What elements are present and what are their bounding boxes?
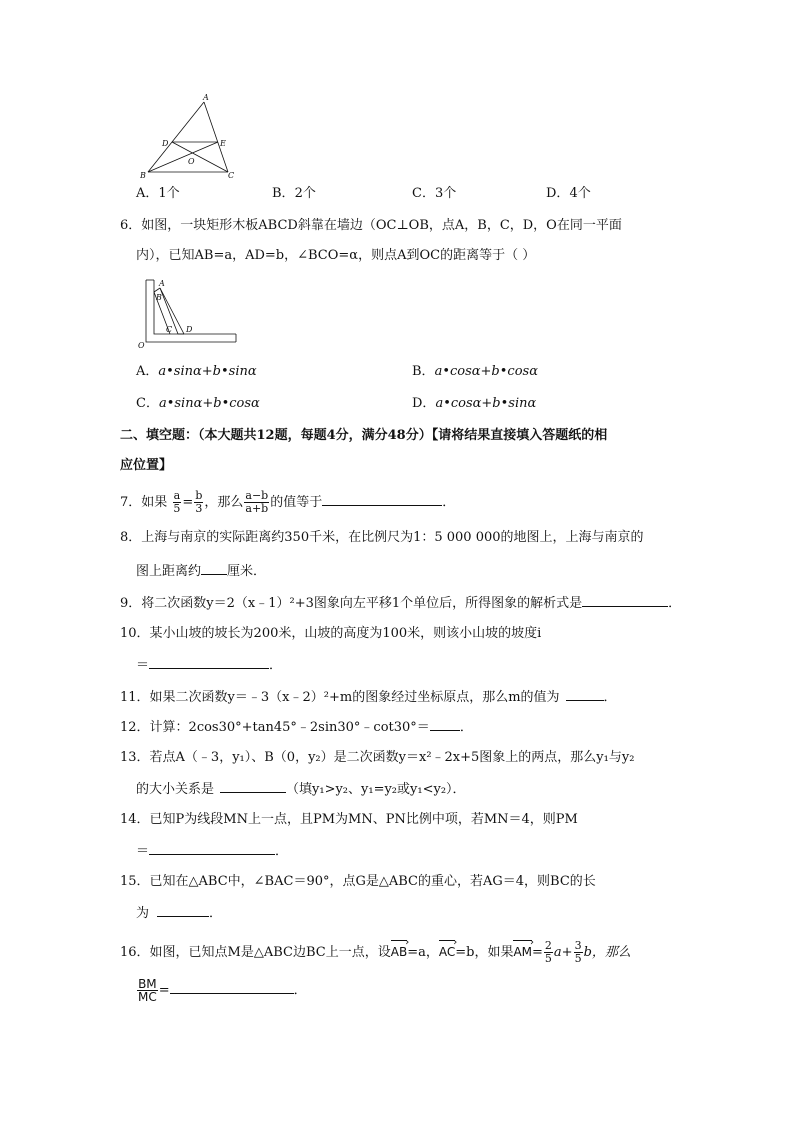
q5-option-b[interactable]: B．2个 — [272, 186, 316, 201]
q6-option-c[interactable]: C．a•sinα+b•cosα — [136, 396, 260, 411]
q5-label-D: D — [162, 139, 169, 148]
q6-label-D: D — [186, 325, 193, 334]
q15-answer-blank[interactable] — [157, 902, 209, 917]
q10-answer-blank[interactable] — [149, 654, 269, 669]
q6-option-b[interactable]: B．a•cosα+b•cosα — [412, 364, 538, 379]
q12-question: 12．计算：2cos30°+tan45°﹣2sin30°﹣cot30°＝ ． — [120, 716, 473, 738]
q13-question-line1: 13．若点A（﹣3，y₁）、B（0，y₂）是二次函数y＝x²﹣2x+5图象上的两点，那么y₁与y₂ — [120, 750, 635, 765]
section2-heading-line2: 应位置】 — [120, 458, 173, 473]
q6-question-line1: 6．如图，一块矩形木板ABCD斜靠在墙边（OC⊥OB，点A，B，C，D，O在同一平面 — [120, 218, 622, 233]
q8-question-line2: 图上距离约 厘米． — [136, 560, 266, 582]
q13-question-line2: 的大小关系是 （填y₁>y₂、y₁=y₂或y₁<y₂）． — [136, 778, 466, 800]
q5-option-a[interactable]: A．1个 — [136, 186, 180, 201]
q5-triangle-figure — [140, 92, 240, 180]
q14-answer-blank[interactable] — [149, 840, 275, 855]
q6-question-line2: 内），已知AB=a，AD=b，∠BCO=α，则点A到OC的距离等于（ ） — [136, 248, 536, 263]
section2-heading-line1: 二、填空题：（本大题共12题，每题4分，满分48分）【请将结果直接填入答题纸的相 — [120, 428, 608, 443]
q12-answer-blank[interactable] — [430, 716, 460, 731]
q10-question-line1: 10．某小山坡的坡长为200米，山坡的高度为100米，则该小山坡的坡度i — [120, 626, 542, 641]
q8-answer-blank[interactable] — [201, 560, 227, 575]
q5-label-B: B — [140, 171, 146, 180]
q15-question-line2: 为 ． — [136, 902, 222, 924]
q14-question-line2: ＝ ． — [136, 840, 288, 862]
q5-label-O: O — [188, 157, 195, 166]
q14-question-line1: 14．已知P为线段MN上一点，且PM为MN、PN比例中项，若MN＝4，则PM — [120, 812, 578, 827]
q7-question: 7．如果 $\frac{a}{5}$ = $\frac{b}{3}$ ，那么 $\frac{a-b}{a+b}$ 的值等于 ． — [120, 489, 456, 515]
q5-option-c[interactable]: C．3个 — [412, 186, 457, 201]
q6-plank-figure — [134, 276, 242, 350]
q16-answer-blank[interactable] — [170, 979, 294, 994]
q8-question-line1: 8．上海与南京的实际距离约350千米，在比例尺为1：5 000 000的地图上，上海与南京的 — [120, 530, 644, 545]
q10-question-line2: ＝ ． — [136, 654, 282, 676]
q13-answer-blank[interactable] — [220, 778, 286, 793]
q15-question-line1: 15．已知在△ABC中，∠BAC＝90°，点G是△ABC的重心，若AG＝4，则BC的长 — [120, 874, 596, 889]
q16-question-line1: 16．如图，已知点M是△ABC边BC上一点，设AB ›=a，AC ›=b，如果AM ›= $\frac{2}{5}$ a+ $\frac{3}{5}$ b，那么 — [120, 940, 631, 965]
q9-answer-blank[interactable] — [582, 592, 668, 607]
q11-answer-blank[interactable] — [566, 686, 604, 701]
q9-question: 9．将二次函数y＝2（x﹣1）²+3图象向左平移1个单位后，所得图象的解析式是 ． — [120, 592, 681, 614]
q11-question: 11．如果二次函数y＝﹣3（x﹣2）²+m的图象经过坐标原点，那么m的值为 ． — [120, 686, 617, 708]
q6-option-a[interactable]: A．a•sinα+b•sinα — [136, 364, 257, 379]
q6-option-d[interactable]: D．a•cosα+b•sinα — [412, 396, 537, 411]
q16-question-line2: $\frac{BM}{MC}$ = ． — [138, 977, 307, 1004]
q5-label-C: C — [228, 171, 235, 180]
q5-option-d[interactable]: D．4个 — [546, 186, 591, 201]
q6-label-A: A — [159, 279, 165, 288]
q6-label-O: O — [138, 341, 145, 350]
q6-label-C: C — [166, 325, 173, 334]
q7-answer-blank[interactable] — [322, 491, 442, 506]
q6-label-B: B — [156, 293, 162, 302]
q5-label-E: E — [220, 139, 226, 148]
q5-label-A: A — [203, 93, 209, 102]
